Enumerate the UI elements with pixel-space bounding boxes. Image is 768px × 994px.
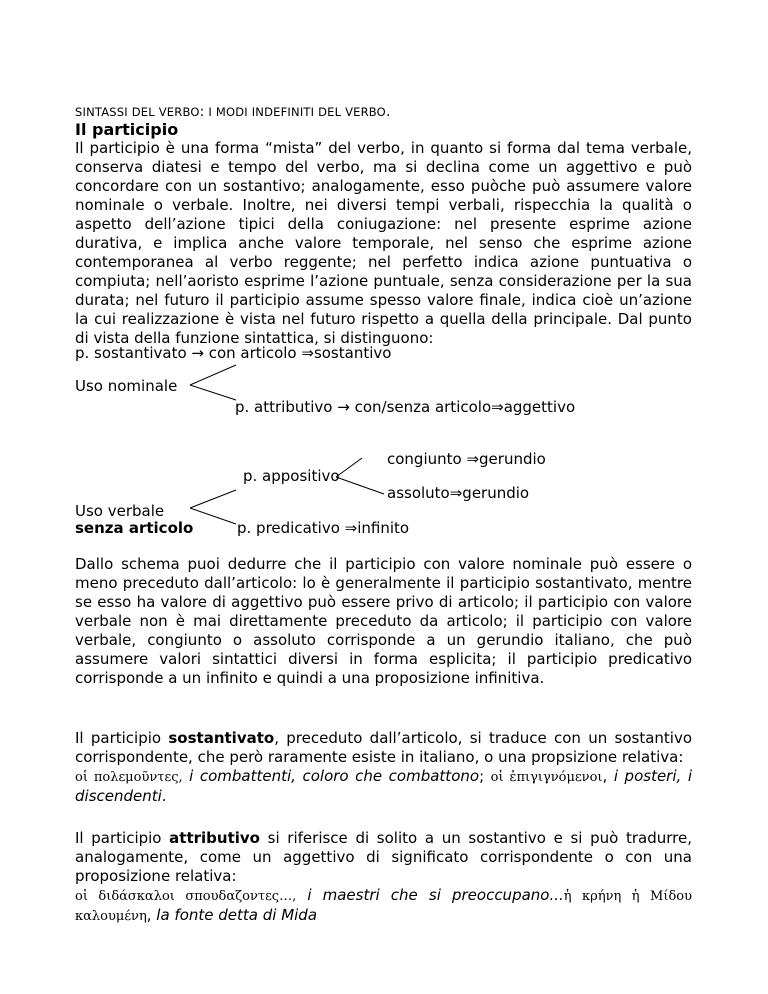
intro-paragraph [75, 139, 692, 348]
distinguish-text: Dal punto di vista della funzione sintattica, si distinguono: [75, 310, 692, 347]
appositive-branch-up [336, 458, 362, 477]
p4-a: Il participio [75, 829, 170, 847]
p3-greek-1: οἱ πολεμοῦντες, [75, 770, 183, 785]
sostantivato-paragraph [75, 729, 692, 806]
header-sep: : [199, 104, 205, 120]
scheme-predicativo: p. predicativo ⇒infinito [237, 519, 410, 537]
p4-sep-2: , [146, 906, 157, 924]
p3-a: Il participio [75, 729, 169, 747]
nominal-branch-down [190, 385, 236, 400]
p3-c: , preceduto dall’articolo, si traduce con un sostantivo corrispondente, che però raramente esiste in italiano, o una propsizione relativa: [75, 729, 693, 766]
header-part2: I MODI INDEFINITI DEL VERBO [204, 105, 386, 119]
p4-greek-1: οἱ διδάσκαλοι σπουδαζοντες…, [75, 889, 297, 904]
p4-italic-2: la fonte detta di Mida [156, 906, 318, 924]
scheme-appositivo: p. appositivo [243, 467, 340, 485]
scheme-senza-articolo: senza articolo [75, 519, 194, 537]
p3-end: . [161, 787, 167, 805]
p3-italic-2: i posteri, i discendenti [75, 767, 693, 805]
verbal-branch-down [190, 508, 236, 524]
attributivo-paragraph [75, 829, 692, 926]
p3-greek-2: οἱ ἐπιγιγνόμενοι [490, 770, 603, 785]
section-header [75, 104, 391, 120]
scheme-assoluto: assoluto⇒gerundio [387, 484, 530, 502]
intro-text: Il participio è una forma “mista” del verbo, in quanto si forma dal tema verbale, conserva diatesi e tempo del verbo, ma si declina come un aggettivo e può concordare con un sostantivo; analogamente, esso puòche può assumere valore nominale o verbale. Inoltre, nei diversi tempi verbali, rispecchia la qualità o aspetto dell’azione tipici della coniugazione: nel presente esprime azione durativa, e implica anche valore temporale, nel senso che esprime azione contemporanea al verbo reggente; nel perfetto indica azione puntuativa o compiuta; nell’aoristo esprime l’azione puntuale, senza considerazione per la sua durata; nel futuro il participio assume spesso valore finale, indica cioè un’azione la cui realizzazione è vista nel futuro rispetto a quella della principale. [75, 139, 692, 328]
appositive-branch-down [336, 477, 384, 494]
p4-italic-1: i maestri che si preoccupano... [296, 886, 564, 904]
scheme-congiunto: congiunto ⇒gerundio [387, 450, 546, 468]
p3-sep-1: ; [479, 767, 491, 785]
scheme-sostantivato: p. sostantivato → con articolo ⇒sostantivo [75, 344, 392, 362]
scheme-attributivo: p. attributivo → con/senza articolo⇒aggettivo [235, 398, 576, 416]
verbal-branch-up [190, 490, 236, 508]
header-end: . [385, 104, 391, 120]
scheme-uso-verbale: Uso verbale [75, 502, 165, 520]
scheme-uso-nominale: Uso nominale [75, 377, 178, 395]
explanation-paragraph: Dallo schema puoi dedurre che il participio con valore nominale può essere o meno preceduto dall’articolo: lo è generalmente il participio sostantivato, mentre se esso ha valore di aggettivo può essere privo di articolo; il participio con valore verbale non è mai direttamente preceduto da articolo; il participio con valore verbale, congiunto o assoluto corrisponde a un gerundio italiano, che può assumere valori sintattici diversi in forma esplicita; il participio predicativo corrisponde a un infinito e quindi a una proposizione infinitiva. [75, 555, 692, 687]
header-part1: SINTASSI DEL VERBO [75, 105, 200, 119]
p4-greek-2: ἡ κρήνη ἡ Μίδου καλουμένη [75, 889, 692, 924]
p3-bold: sostantivato [168, 729, 275, 747]
page-title: Il participio [75, 120, 179, 139]
p4-c: si riferisce di solito a un sostantivo e si può tradurre, analogamente, come un aggettivo di significato corrispondente o con una proposizione relativa: [75, 829, 693, 885]
nominal-branch-up [190, 365, 236, 385]
p3-sep-2: , [602, 767, 614, 785]
p3-italic-1: i combattenti, coloro che combattono [182, 767, 480, 785]
p4-bold: attributivo [169, 829, 260, 847]
